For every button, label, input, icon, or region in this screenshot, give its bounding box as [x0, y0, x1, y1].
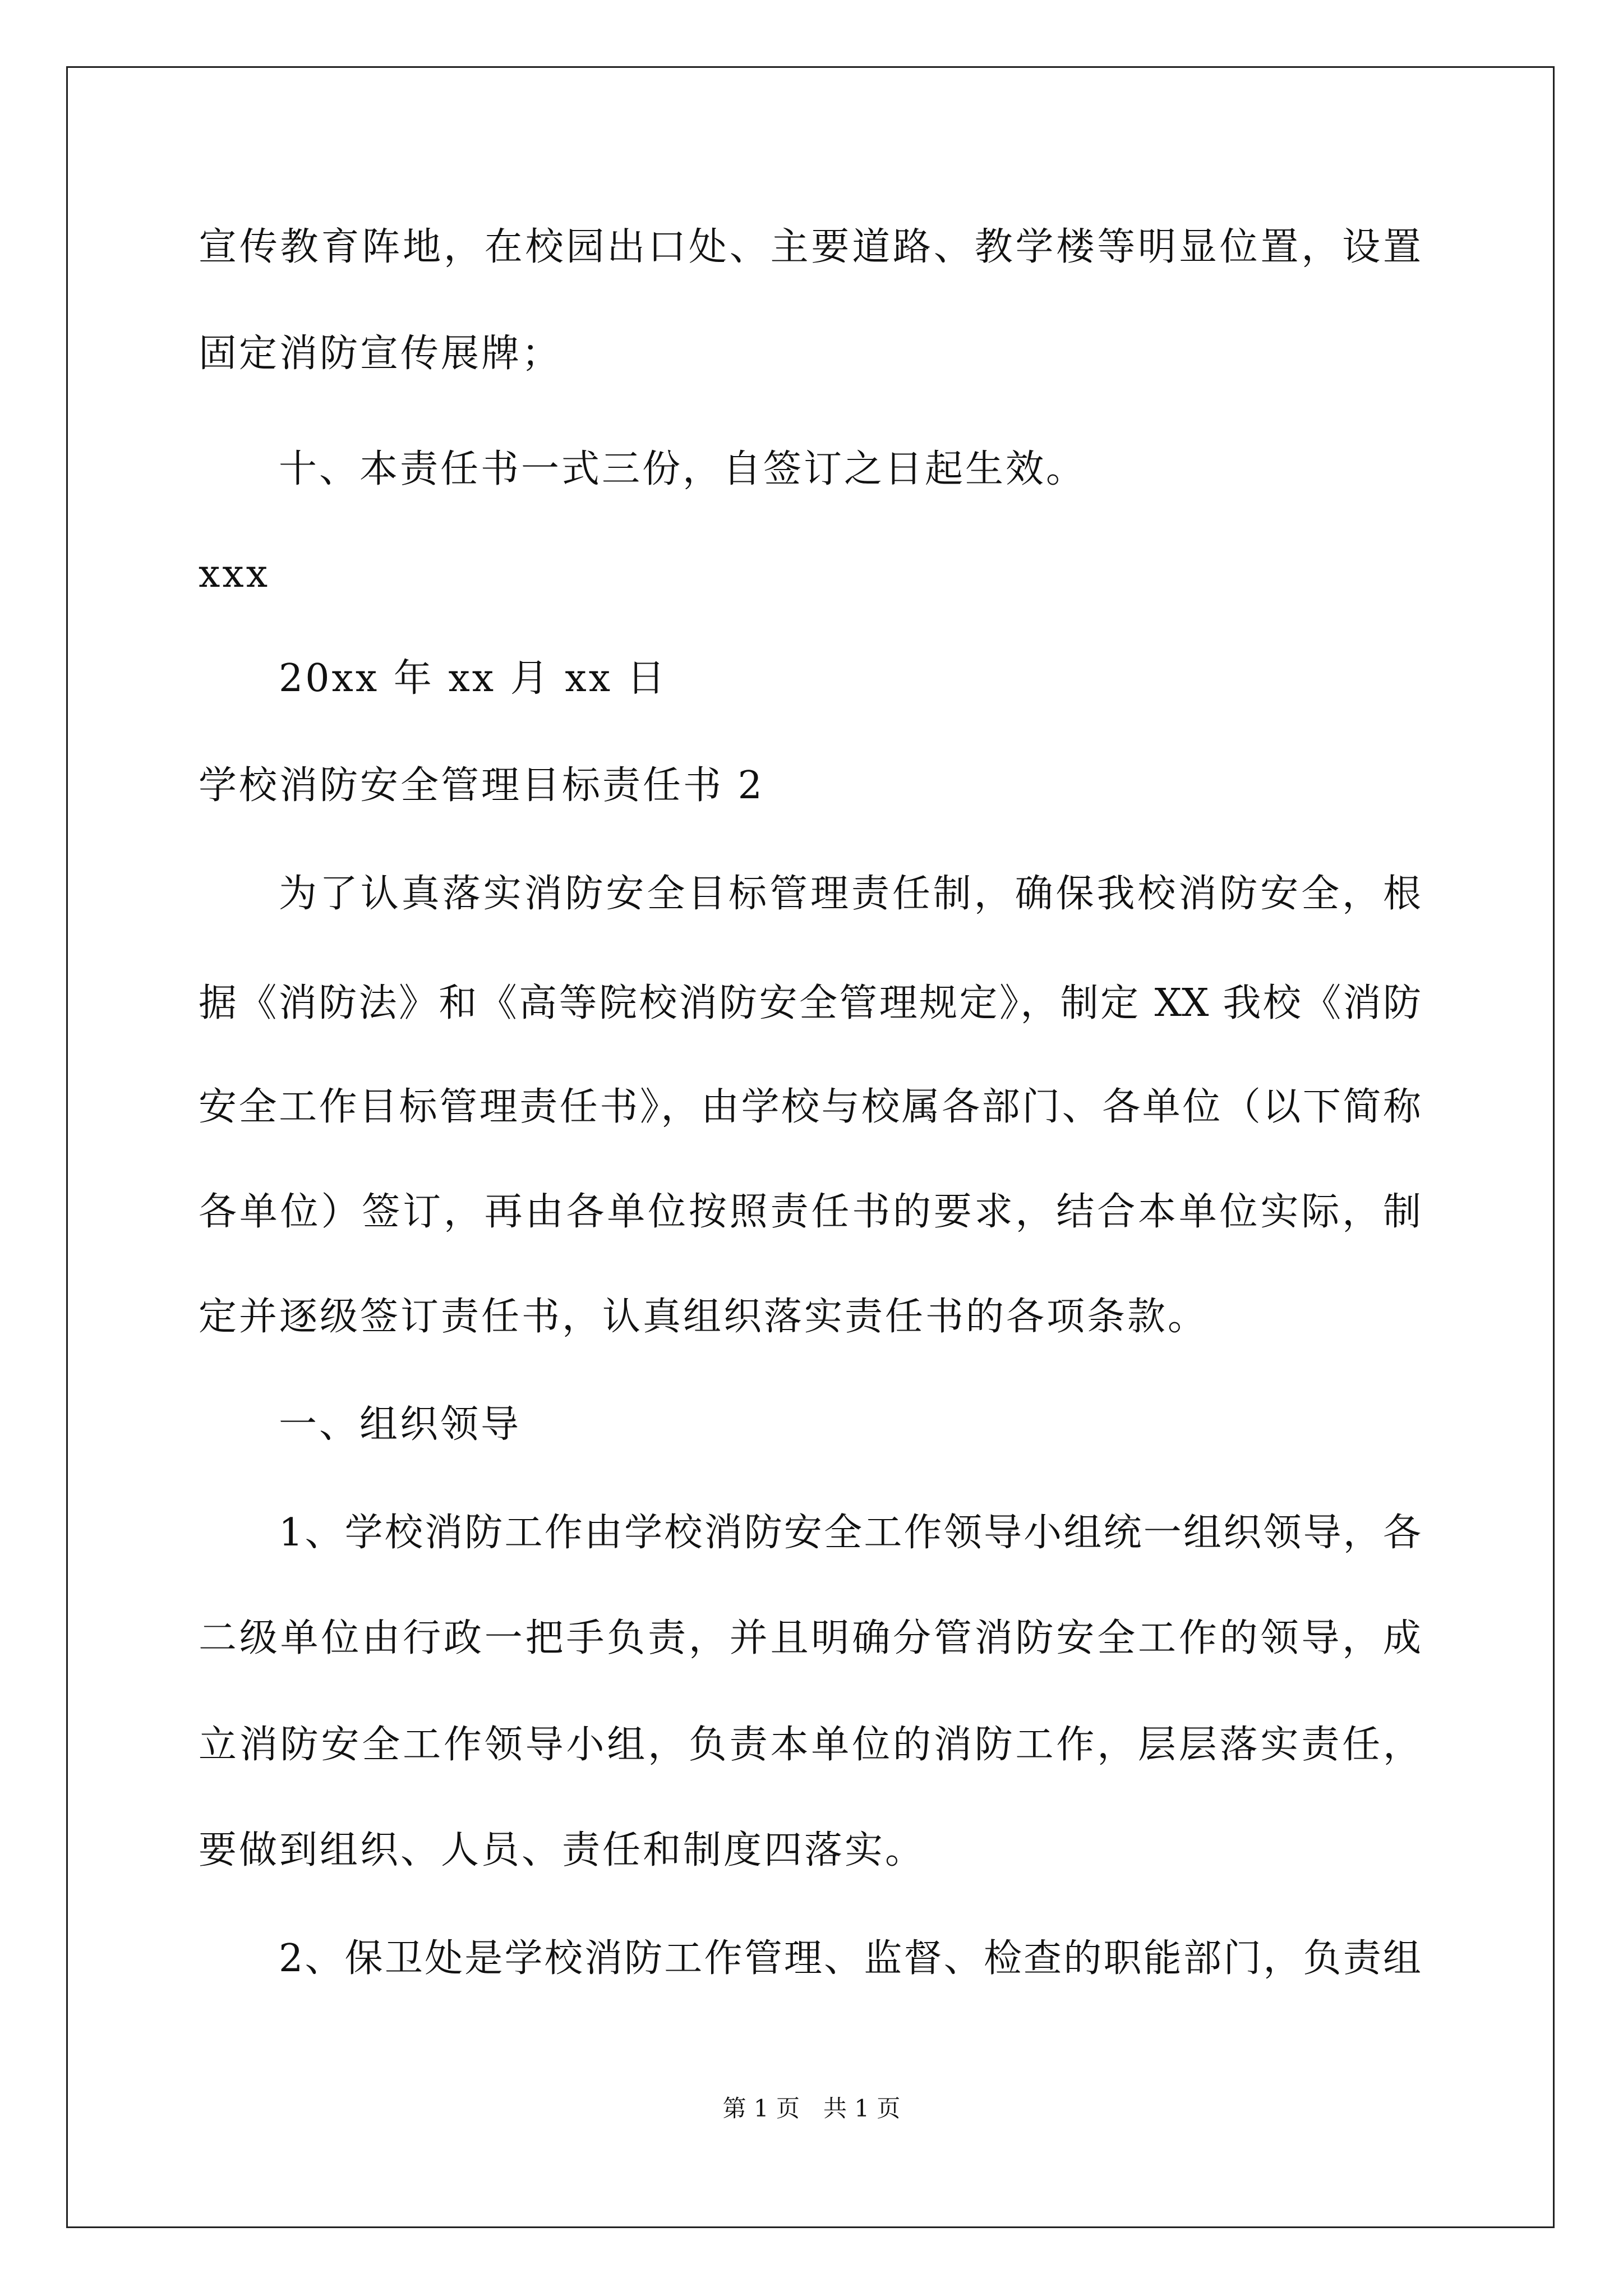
page-border — [66, 66, 1555, 2228]
section-heading: 学校消防安全管理目标责任书 2 — [199, 763, 764, 808]
text-line: 据《消防法》和《高等院校消防安全管理规定》，制定 XX 我校《消防 — [199, 981, 1421, 1025]
date-line: 20xx 年 xx 月 xx 日 — [279, 656, 667, 701]
signatory-line: xxx — [199, 552, 270, 596]
text-line: 要做到组织、人员、责任和制度四落实。 — [199, 1828, 926, 1872]
text-line: 为了认真落实消防安全目标管理责任制，确保我校消防安全，根 — [279, 872, 1421, 916]
text-line: 安全工作目标管理责任书》，由学校与校属各部门、各单位（以下简称 — [199, 1085, 1421, 1129]
subsection-heading: 一、组织领导 — [279, 1402, 522, 1447]
text-line: 各单位）签订，再由各单位按照责任书的要求，结合本单位实际，制 — [199, 1190, 1421, 1234]
text-line: 固定消防宣传展牌； — [199, 332, 562, 376]
page-footer: 第 1 页 共 1 页 — [722, 2095, 901, 2122]
text-line: 定并逐级签订责任书，认真组织落实责任书的各项条款。 — [199, 1295, 1209, 1339]
text-line: 2、保卫处是学校消防工作管理、监督、检查的职能部门，负责组 — [279, 1936, 1421, 1981]
text-line: 1、学校消防工作由学校消防安全工作领导小组统一组织领导，各 — [279, 1511, 1421, 1555]
text-line: 二级单位由行政一把手负责，并且明确分管消防安全工作的领导，成 — [199, 1616, 1421, 1660]
text-line: 立消防安全工作领导小组，负责本单位的消防工作，层层落实责任， — [199, 1723, 1421, 1767]
text-line: 十、本责任书一式三份，自签订之日起生效。 — [279, 447, 1087, 491]
text-line: 宣传教育阵地，在校园出口处、主要道路、教学楼等明显位置，设置 — [199, 225, 1421, 269]
